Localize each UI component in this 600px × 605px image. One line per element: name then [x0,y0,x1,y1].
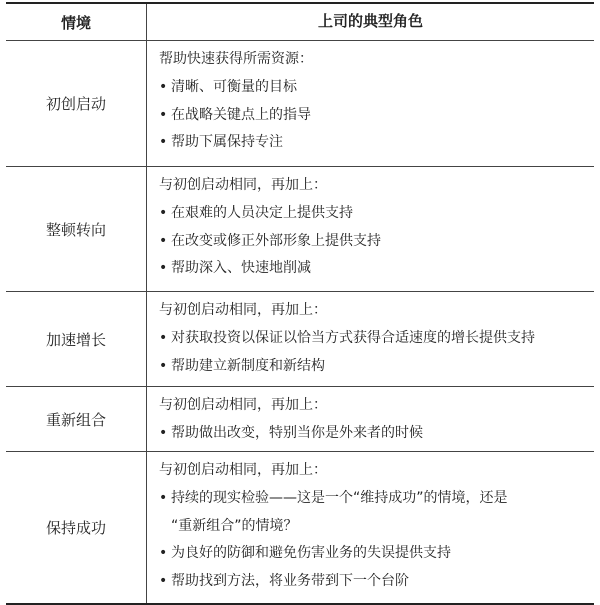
bullet-icon: • [159,134,168,151]
role-item: • 帮助深入、快速地削减 [159,255,584,283]
role-item: • 在改变或修正外部形象上提供支持 [159,228,584,256]
bullet-icon: • [159,78,168,95]
role-item: • 持续的现实检验——这是一个“维持成功”的情境，还是 [159,485,584,513]
bullet-icon: • [159,357,168,374]
bullet-icon: • [159,545,168,562]
situation-cell: 保持成功 [6,452,147,603]
role-item: • 对获取投资以保证以恰当方式获得合适速度的增长提供支持 [159,325,584,353]
table-row [6,452,594,605]
role-item: • 帮助找到方法，将业务带到下一个台阶 [159,568,584,596]
role-item: • 为良好的防御和避免伤害业务的失误提供支持 [159,540,584,568]
bullet-icon: • [159,106,168,123]
table-header-row [6,2,594,41]
role-cell [147,292,594,386]
role-item: • 在战略关键点上的指导 [159,102,584,130]
role-intro: 与初创启动相同，再加上： [159,177,327,193]
role-intro: 与初创启动相同，再加上： [159,462,327,478]
role-item: • 清晰、可衡量的目标 [159,74,584,102]
role-item: • 帮助做出改变，特别当你是外来者的时候 [159,420,584,448]
table-row [6,292,594,387]
role-item: • 帮助建立新制度和新结构 [159,353,584,381]
bullet-icon: • [159,204,168,221]
table-row [6,387,594,452]
situation-cell: 重新组合 [6,387,147,451]
role-cell [147,387,594,451]
role-item-continuation: “重新组合”的情境？ [171,517,298,534]
header-situation: 情境 [6,4,147,40]
role-item: • 帮助下属保持专注 [159,129,584,157]
role-cell [147,167,594,291]
table-row [6,167,594,292]
table-row [6,41,594,167]
header-role: 上司的典型角色 [317,12,423,31]
role-item: • 在艰难的人员决定上提供支持 [159,200,584,228]
role-cell [147,41,594,166]
bullet-icon: • [159,573,168,590]
situation-cell: 加速增长 [6,292,147,386]
situation-cell: 整顿转向 [6,167,147,291]
bullet-icon: • [159,424,168,441]
role-intro: 与初创启动相同，再加上： [159,397,327,413]
role-cell [147,452,594,603]
role-table [6,2,594,605]
role-intro: 与初创启动相同，再加上： [159,302,327,318]
situation-cell: 初创启动 [6,41,147,166]
bullet-icon: • [159,260,168,277]
bullet-icon: • [159,489,168,506]
bullet-icon: • [159,329,168,346]
role-intro: 帮助快速获得所需资源： [159,51,313,67]
bullet-icon: • [159,232,168,249]
